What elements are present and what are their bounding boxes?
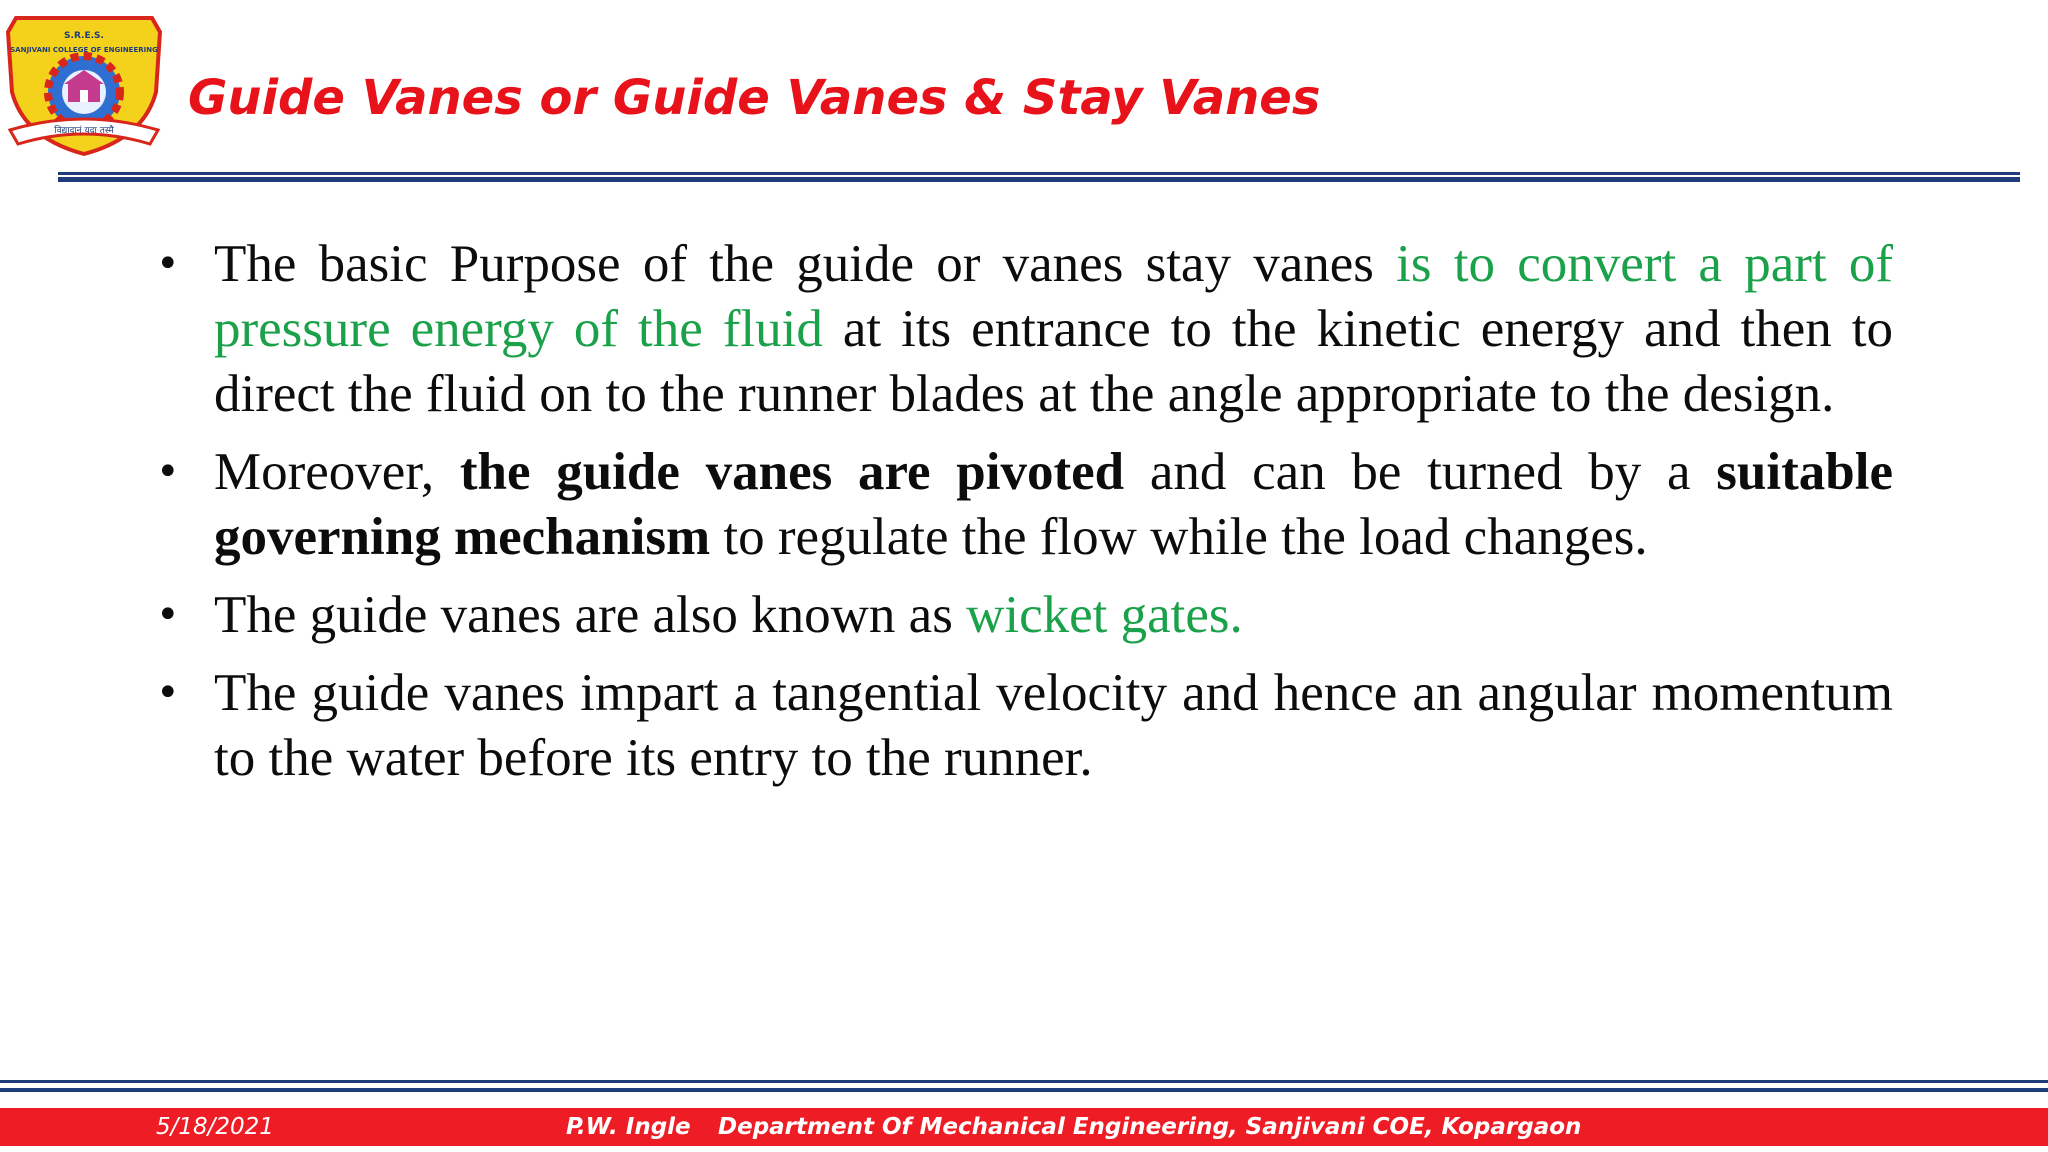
college-emblem-icon [4, 12, 164, 164]
bullet-text-segment: The guide vanes impart a tangential velocity and hence an angular momentum to the water before its entry to the runner. [214, 664, 1893, 787]
bullet-text-segment: is to convert a part of pressure energy of the fluid [214, 235, 1894, 358]
logo-text-top: S.R.E.S. [64, 31, 104, 41]
slide-footer [0, 1108, 2048, 1146]
bullet-text-segment: suitable governing mechanism [214, 443, 1893, 566]
bullet-item [150, 583, 1893, 648]
slide-title: Guide Vanes or Guide Vanes & Stay Vanes [188, 70, 1321, 126]
bullet-text-segment: Moreover, [214, 443, 460, 501]
footer-department: Department Of Mechanical Engineering, Sanjivani COE, Kopargaon [718, 1114, 1582, 1140]
bullet-dot-icon: • [156, 592, 180, 638]
bullet-text-segment: The guide vanes are also known as [214, 586, 967, 644]
bullet-text-segment: the guide vanes are pivoted [459, 443, 1125, 501]
footer-divider [0, 1080, 2048, 1092]
bullet-dot-icon: • [156, 241, 180, 287]
bullet-item [150, 232, 1893, 427]
college-logo [4, 12, 164, 164]
bullet-dot-icon: • [156, 449, 180, 495]
bullet-item [150, 661, 1893, 791]
bullet-item [150, 440, 1893, 570]
footer-author: P.W. Ingle [566, 1114, 691, 1140]
bullet-text-segment: and can be turned by a [1124, 443, 1717, 501]
bullet-dot-icon: • [156, 670, 180, 716]
bullet-text-segment: at its entrance to the kinetic energy and then to direct the fluid on to the runner blades at the angle appropriate to the design. [214, 300, 1894, 423]
bullet-text-segment: wicket gates. [966, 586, 1243, 644]
header-divider [58, 172, 2020, 182]
bullet-text-segment: The basic Purpose of the guide or vanes stay vanes [214, 235, 1397, 293]
bullet-list [150, 232, 1893, 791]
slide-content [150, 232, 1893, 804]
logo-text-arc: SANJIVANI COLLEGE OF ENGINEERING [10, 46, 158, 54]
bullet-text-segment: to regulate the flow while the load changes. [710, 508, 1648, 566]
logo-ribbon-text: विद्यादानं यदा तस्मै [54, 126, 114, 136]
footer-date: 5/18/2021 [156, 1114, 274, 1140]
